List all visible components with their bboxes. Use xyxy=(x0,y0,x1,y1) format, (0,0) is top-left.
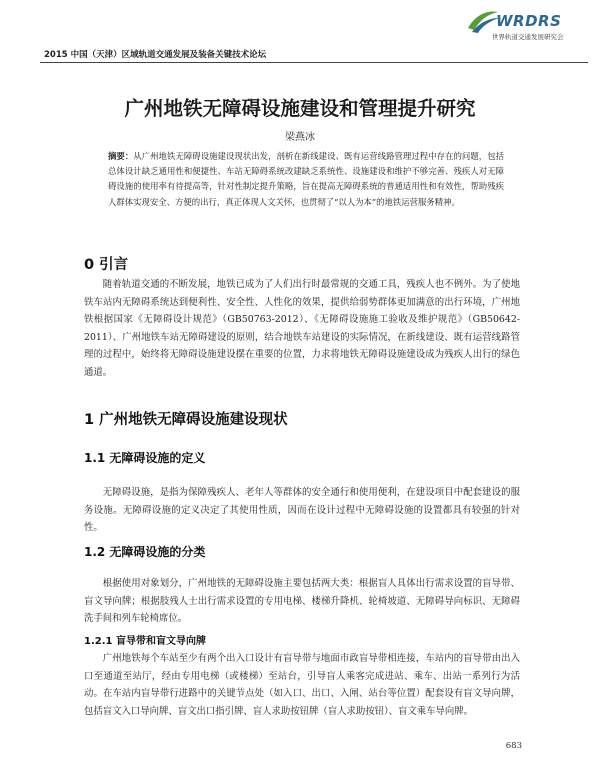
running-title: 2015 中国（天津）区域轨道交通发展及装备关键技术论坛 xyxy=(44,50,267,60)
author-name: 梁燕冰 xyxy=(285,132,315,143)
section-1-2-paragraph: 根据使用对象划分，广州地铁的无障碍设施主要包括两大类：根据盲人具体出行需求设置的盲导带、盲文导向牌；根据肢残人士出行需求设置的专用电梯、楼梯升降机、轮椅坡道、无障碍导向标识、无障碍洗手间和列车轮椅席位。 xyxy=(84,578,520,625)
abstract-label: 摘要： xyxy=(108,151,134,161)
header-rule xyxy=(40,62,588,63)
section-0-paragraph: 随着轨道交通的不断发展，地铁已成为了人们出行时最常规的交通工具，残疾人也不例外。为了使地铁车站内无障碍系统达到便利性、安全性、人性化的效果，提供给弱势群体更加满意的出行环境，广州地铁根据国家《无障碍设计规范》（GB50763-2012）、《无障碍设施施工验收及维护规范》（GB50642-2011）、广州地铁车站无障碍建设的原则，结合地铁车站建设的实际情况，在新线建设、既有运营线路管理的过程中，始终将无障碍设施建设摆在重要的位置，力求将地铁无障碍设施建设成为残疾人出行的绿色通道。 xyxy=(84,279,520,378)
page-number: 683 xyxy=(505,741,522,751)
abstract-text: 从广州地铁无障碍设施建设现状出发，剖析在新线建设、既有运营线路管理过程中存在的问题，包括总体设计缺乏通用性和便捷性、车站无障碍系统改建缺乏系统性、设施建设和维护不够完善、残疾人对无障碍设施的使用率有待提高等，针对性制定提升策略，旨在提高无障碍系统的普通适用性和有效性，帮助残疾人群体实现安全、方便的出行，真正体现人文关怀，也贯彻了“以人为本”的地铁运营服务精神。 xyxy=(108,151,504,207)
section-1-2-1-heading: 1.2.1 盲导带和盲文导向牌 xyxy=(84,636,206,647)
section-1-1-paragraph: 无障碍设施，是指为保障残疾人、老年人等群体的安全通行和使用便利，在建设项目中配套建设的服务设施。无障碍设施的定义决定了其使用性质，因而在设计过程中无障碍设施的设置都具有较强的针对性。 xyxy=(84,487,520,534)
section-1-2-1-paragraph: 广州地铁每个车站至少有两个出入口设计有盲导带与地面市政盲导带相连接，车站内的盲导带由出入口至通道至站厅，经由专用电梯（或楼梯）至站台，引导盲人乘客完成进站、乘车、出站一系列行为活动。在车站内盲导带行进路中的关键节点处（如入口、出口、入闸、站台等位置）配套设有盲文导向牌，包括盲文入口导向牌、盲文出口指引牌、盲人求助按钮牌（盲人求助按钮）、盲文乘车导向牌。 xyxy=(84,653,520,717)
logo-subtitle: 世界轨道交通发展研究会 xyxy=(492,33,564,41)
logo-text: WRDRS xyxy=(496,12,562,30)
abstract xyxy=(108,149,504,210)
section-0-heading: 0 引言 xyxy=(84,257,129,273)
page-title: 广州地铁无障碍设施建设和管理提升研究 xyxy=(124,97,476,120)
section-1-1-heading: 1.1 无障碍设施的定义 xyxy=(84,451,206,465)
section-1-2-heading: 1.2 无障碍设施的分类 xyxy=(84,545,206,559)
wrdrs-logo xyxy=(466,8,586,46)
section-1-heading: 1 广州地铁无障碍设施建设现状 xyxy=(84,412,288,428)
logo-swoosh-icon xyxy=(466,8,500,34)
